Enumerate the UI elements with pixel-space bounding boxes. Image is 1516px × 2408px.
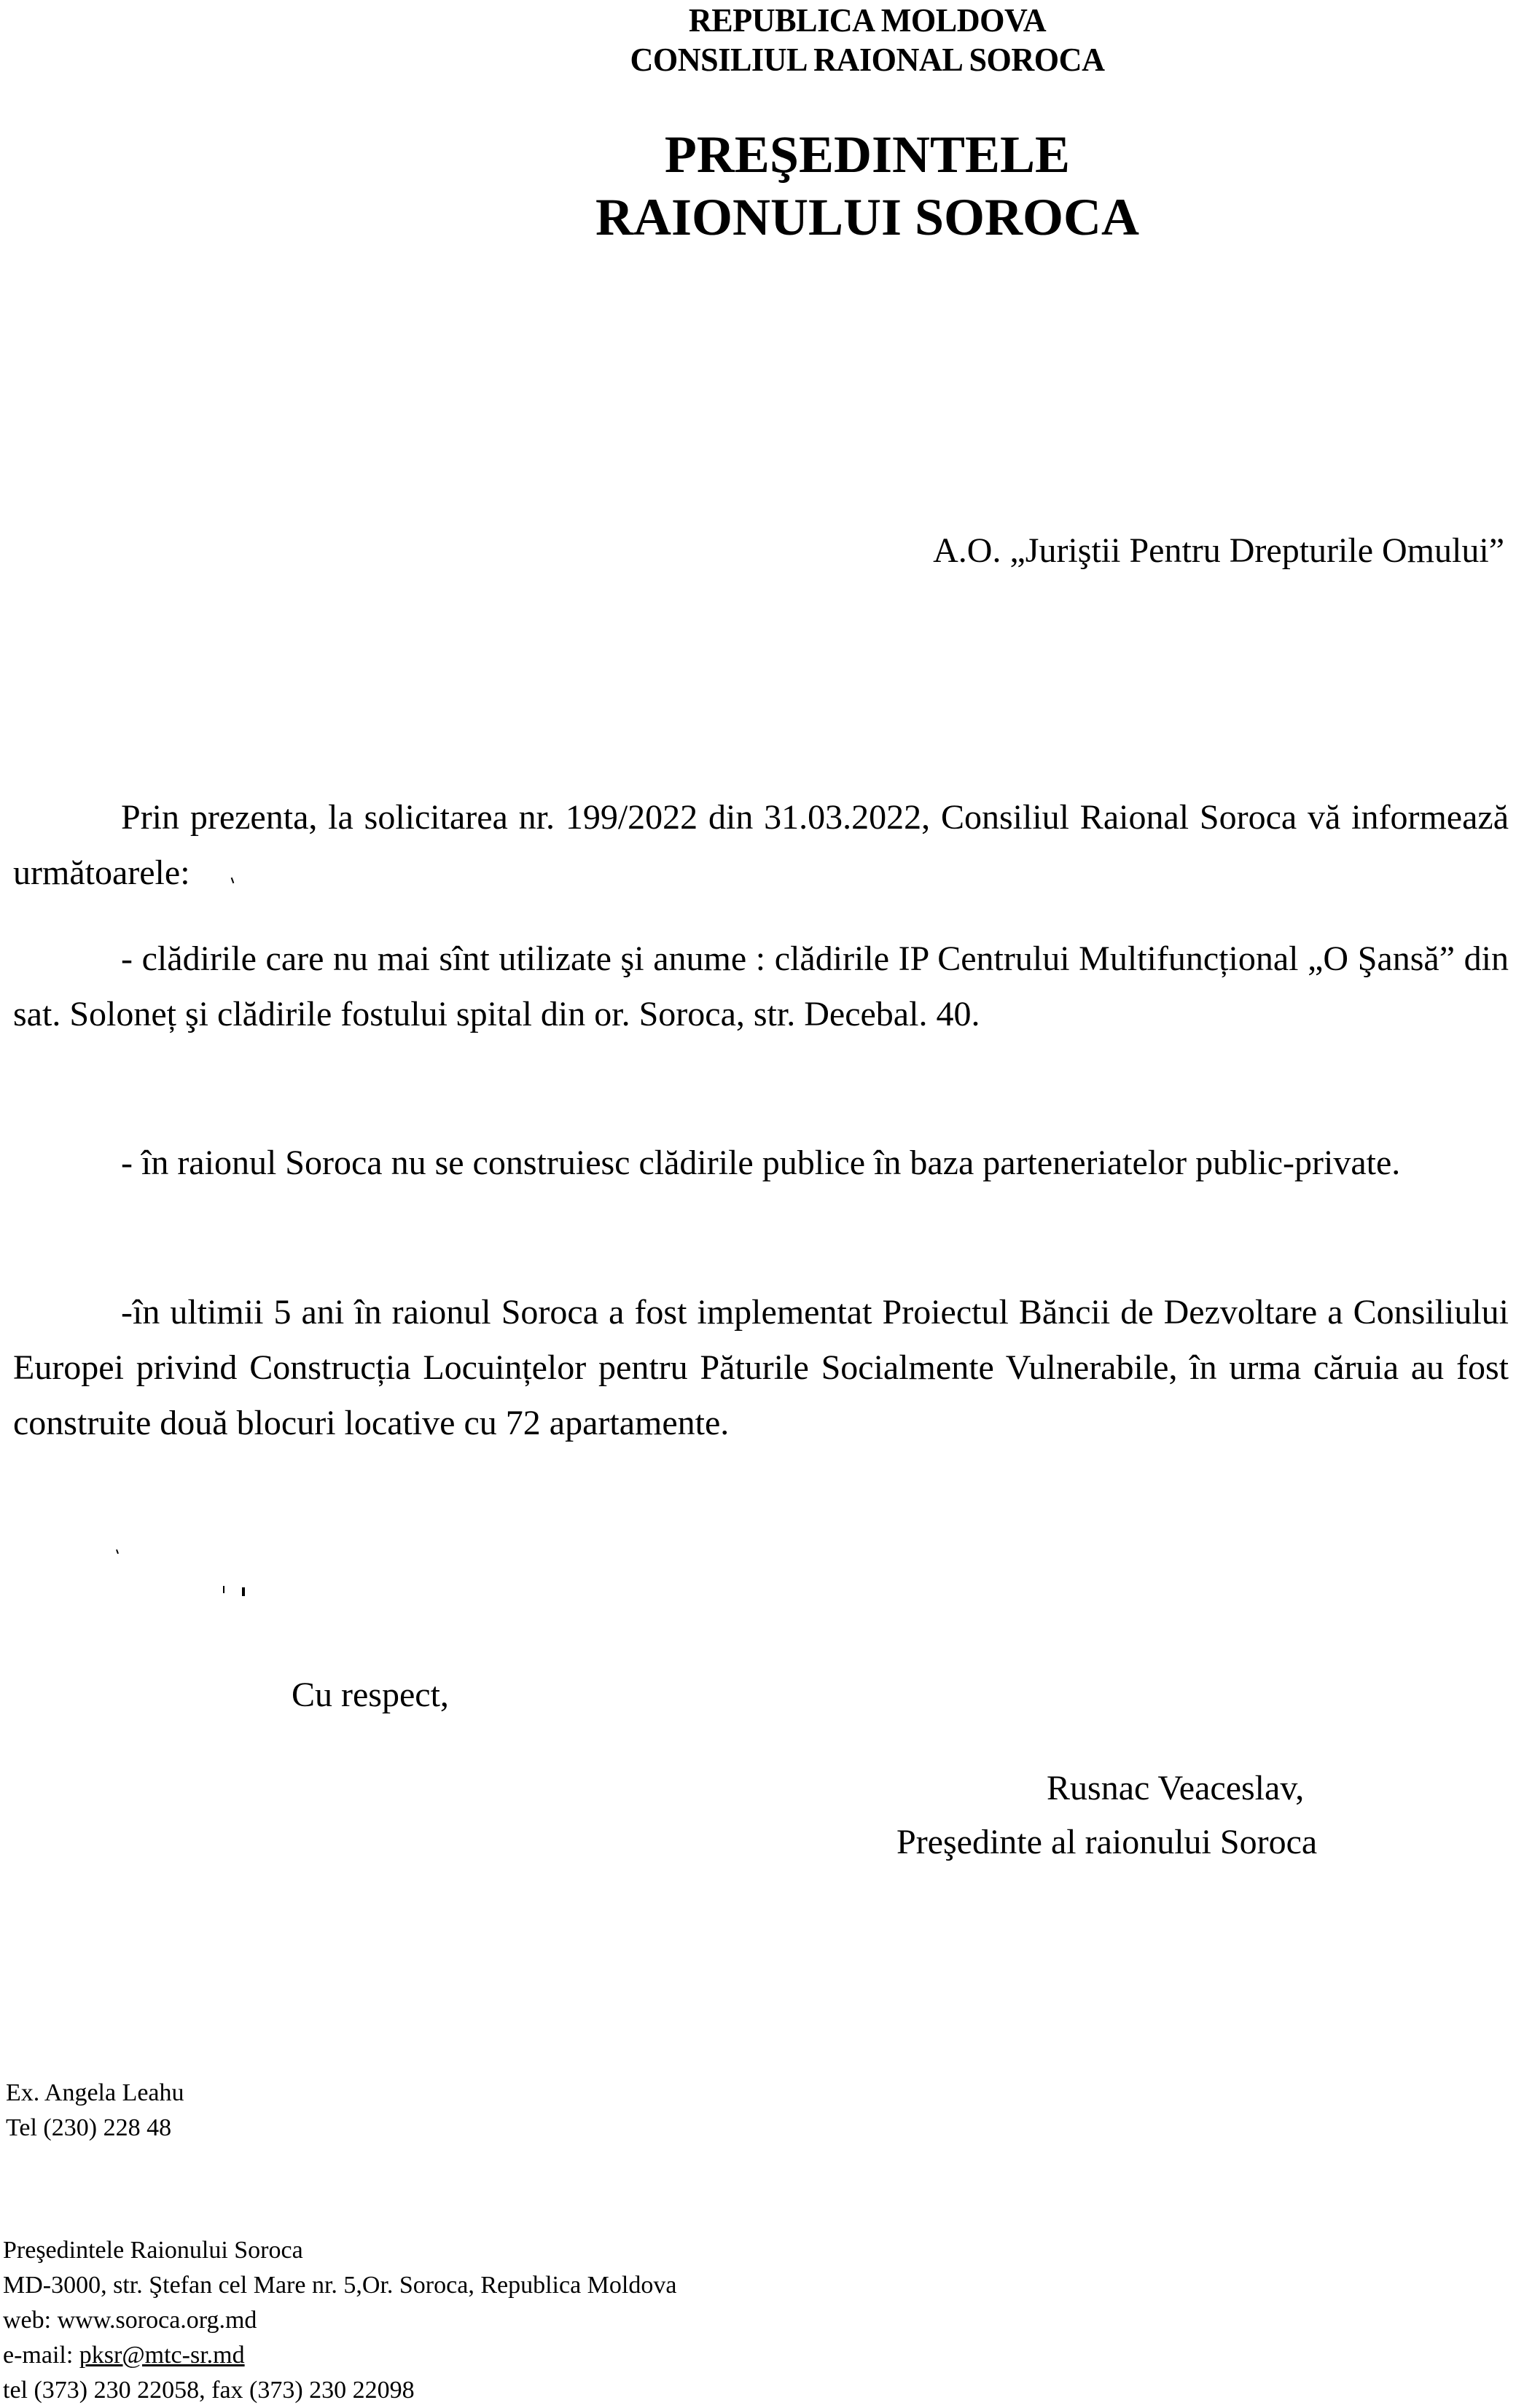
header-council: CONSILIUL RAIONAL SOROCA xyxy=(630,41,1105,78)
footer-address: MD-3000, str. Ştefan cel Mare nr. 5,Or. Soroca, Republica Moldova xyxy=(3,2272,677,2299)
footer-email-link[interactable]: pksr@mtc-sr.md xyxy=(79,2342,245,2369)
signer-name: Rusnac Veaceslav, xyxy=(1047,1769,1305,1807)
scan-speck xyxy=(242,1587,245,1596)
header-title-line1: PREŞEDINTELE xyxy=(664,125,1071,184)
scan-speck xyxy=(116,1549,119,1554)
body-paragraph-housing-project: -în ultimii 5 ani în raionul Soroca a fost implementat Proiectul Băncii de Dezvoltare a Consiliului Europei privind Construcția Locuințelor pentru Păturile Socialmente Vulnerabile, în urma căruia au fost construite două blocuri locative cu 72 apartamente. xyxy=(13,1293,1509,1442)
body-paragraph-ppp: - în raionul Soroca nu se construiesc clădirile publice în baza parteneriatelor public-private. xyxy=(121,1144,1401,1182)
footer-contact-block xyxy=(3,2233,676,2408)
scan-speck xyxy=(223,1586,224,1593)
footer-email-label: e-mail: xyxy=(3,2342,79,2369)
signer-title: Preşedinte al raionului Soroca xyxy=(896,1823,1318,1861)
footer-web-link[interactable]: www.soroca.org.md xyxy=(57,2307,257,2334)
executor-phone: Tel (230) 228 48 xyxy=(6,2114,172,2141)
header-republic: REPUBLICA MOLDOVA xyxy=(688,1,1047,39)
header-title-line2: RAIONULUI SOROCA xyxy=(595,188,1140,246)
body-paragraph-unused-buildings: - clădirile care nu mai sînt utilizate şi anume : clădirile IP Centrului Multifuncțional „O Şansă” din sat. Soloneț şi clădirile fostului spital din or. Soroca, str. Decebal. 40. xyxy=(13,939,1509,1033)
closing-salutation: Cu respect, xyxy=(292,1676,449,1714)
recipient: A.O. „Juriştii Pentru Drepturile Omului” xyxy=(933,531,1504,570)
body-paragraph-intro: Prin prezenta, la solicitarea nr. 199/2022 din 31.03.2022, Consiliul Raional Soroca vă informează următoarele: xyxy=(13,798,1509,892)
footer-web-label: web: xyxy=(3,2307,58,2334)
footer-phones: tel (373) 230 22058, fax (373) 230 22098 xyxy=(3,2377,415,2404)
executor-name: Ex. Angela Leahu xyxy=(6,2079,184,2106)
footer-org: Preşedintele Raionului Soroca xyxy=(3,2237,303,2264)
footer-email-line xyxy=(3,2338,676,2373)
footer-web-line xyxy=(3,2303,676,2338)
